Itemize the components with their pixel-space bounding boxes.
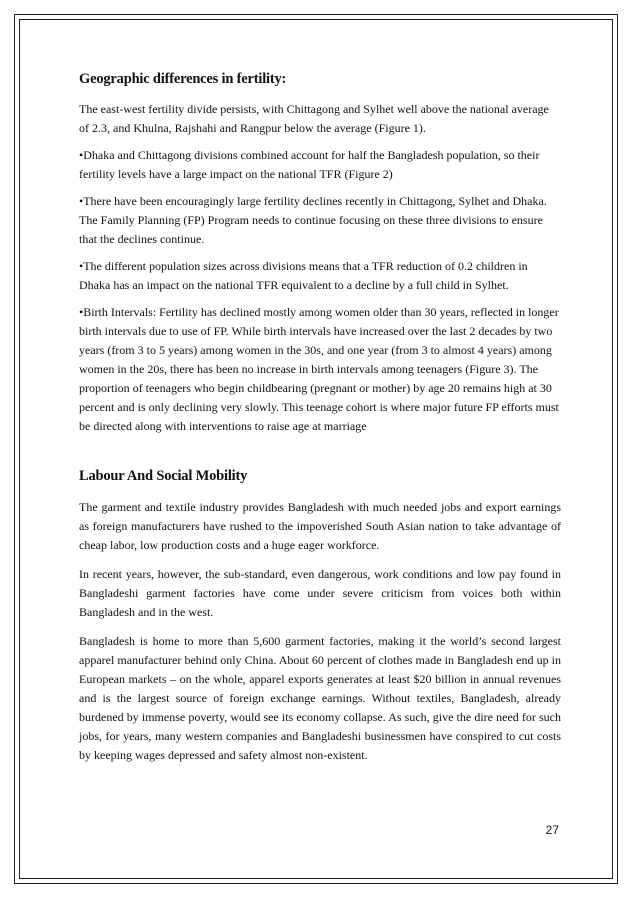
paragraph: •The different population sizes across divisions means that a TFR reduction of 0.2 children in Dhaka has an impact on the national TFR equivalent to a decline by a full child in Sylhet. [79,259,528,292]
paragraph: •There have been encouragingly large fertility declines recently in Chittagong, Sylhet and Dhaka. The Family Planning (FP) Program needs to continue focusing on these three divisions to ensure that the declines continue. [79,194,547,246]
page-number: 27 [545,823,559,837]
section-heading-labour: Labour And Social Mobility [79,468,248,484]
section-labour [79,468,561,765]
paragraph: In recent years, however, the sub-standard, even dangerous, work conditions and low pay found in Bangladeshi garment factories have come under severe criticism from voices both within Bangladesh and in the west. [79,567,561,619]
paragraph: The east-west fertility divide persists, with Chittagong and Sylhet well above the national average of 2.3, and Khulna, Rajshahi and Rangpur below the average (Figure 1). [79,102,549,135]
section-fertility [79,71,561,436]
paragraph: The garment and textile industry provides Bangladesh with much needed jobs and export earnings as foreign manufacturers have rushed to the impoverished South Asian nation to take advantage of cheap labor, low production costs and a huge eager workforce. [79,500,561,552]
paragraph: Bangladesh is home to more than 5,600 garment factories, making it the world’s second largest apparel manufacturer behind only China. About 60 percent of clothes made in Bangladesh end up in European markets – on the whole, apparel exports generates at least $20 billion in annual revenues and is the largest source of foreign exchange earnings. Without textiles, Bangladesh, already burdened by immense poverty, would see its economy collapse. As such, give the dire need for such jobs, for years, many western companies and Bangladeshi businessmen have conspired to cut costs by keeping wages depressed and safety almost non-existent. [79,634,561,762]
section-heading-fertility: Geographic differences in fertility: [79,71,287,87]
paragraph: •Birth Intervals: Fertility has declined mostly among women older than 30 years, reflected in longer birth intervals due to use of FP. While birth intervals have increased over the last 2 decades by two years (from 3 to 5 years) among women in the 30s, and one year (from 3 to almost 4 years) among women in the 20s, there has been no increase in birth intervals among teenagers (Figure 3). The proportion of teenagers who begin childbearing (pregnant or mother) by age 20 remains high at 30 percent and is only declining very slowly. This teenage cohort is where major future FP efforts must be directed along with interventions to raise age at marriage [79,305,559,433]
paragraph: •Dhaka and Chittagong divisions combined account for half the Bangladesh population, so their fertility levels have a large impact on the national TFR (Figure 2) [79,148,540,181]
page-content [79,71,561,775]
